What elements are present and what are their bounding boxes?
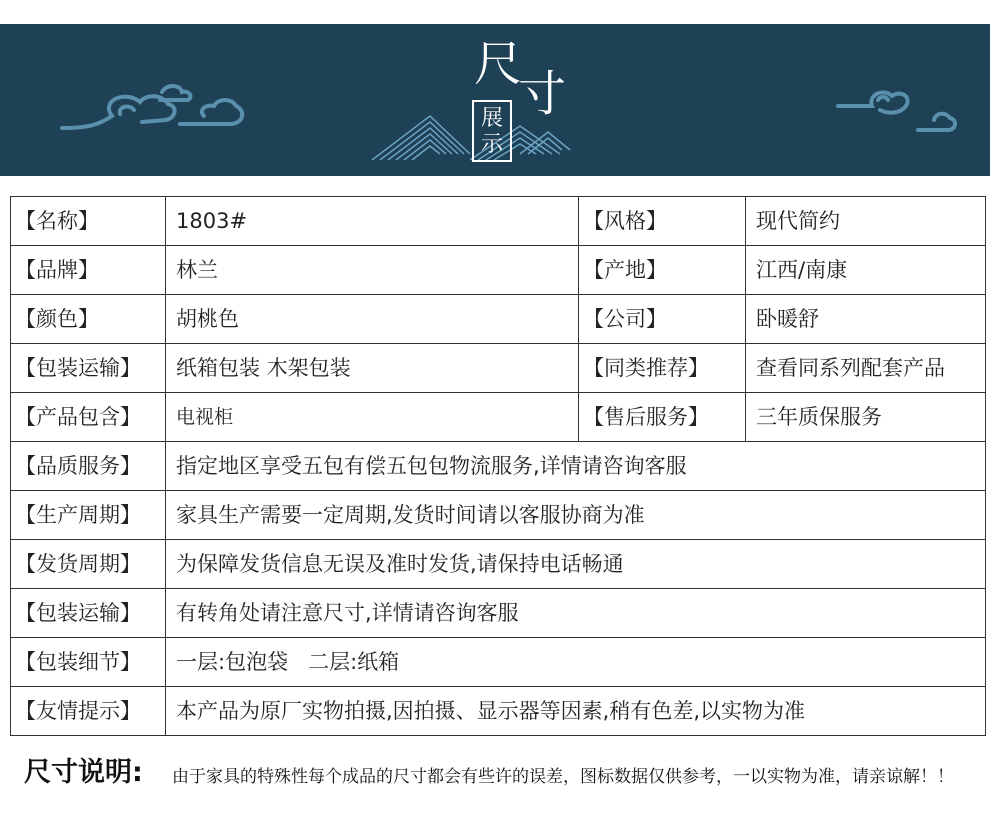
spec-table xyxy=(10,196,986,736)
table-row xyxy=(11,295,986,344)
row-label: 【品质服务】 xyxy=(11,442,166,491)
row-value: 查看同系列配套产品 xyxy=(746,344,986,393)
row-value: 卧暖舒 xyxy=(746,295,986,344)
row-label: 【包装细节】 xyxy=(11,638,166,687)
table-row xyxy=(11,246,986,295)
table-row xyxy=(11,393,986,442)
banner-subtitle-char-1: 展 xyxy=(480,106,503,131)
banner-subtitle-char-2: 示 xyxy=(480,132,503,157)
table-row xyxy=(11,687,986,736)
banner-title-char-1: 尺 xyxy=(474,36,523,92)
row-label: 【产品包含】 xyxy=(11,393,166,442)
row-label: 【友情提示】 xyxy=(11,687,166,736)
table-row xyxy=(11,638,986,687)
size-note-label: 尺寸说明: xyxy=(24,757,143,788)
table-row xyxy=(11,442,986,491)
row-label: 【品牌】 xyxy=(11,246,166,295)
row-value: 现代简约 xyxy=(746,197,986,246)
row-value: 三年质保服务 xyxy=(746,393,986,442)
banner-title xyxy=(470,36,580,166)
row-label: 【发货周期】 xyxy=(11,540,166,589)
table-row xyxy=(11,491,986,540)
row-label: 【颜色】 xyxy=(11,295,166,344)
row-value: 一层:包泡袋 二层:纸箱 xyxy=(166,638,986,687)
row-label: 【同类推荐】 xyxy=(579,344,746,393)
row-label: 【生产周期】 xyxy=(11,491,166,540)
row-label: 【公司】 xyxy=(579,295,746,344)
row-label: 【售后服务】 xyxy=(579,393,746,442)
row-value: 林兰 xyxy=(166,246,579,295)
banner-title-char-2: 寸 xyxy=(518,66,567,122)
size-note-text: 由于家具的特殊性每个成品的尺寸都会有些许的误差，图标数据仅供参考，一以实物为准，请亲谅解！！ xyxy=(172,767,954,787)
row-label: 【包装运输】 xyxy=(11,589,166,638)
header-banner xyxy=(0,24,990,176)
row-value: 1803# xyxy=(166,197,579,246)
table-row xyxy=(11,589,986,638)
row-value: 江西/南康 xyxy=(746,246,986,295)
row-label: 【风格】 xyxy=(579,197,746,246)
cloud-icon xyxy=(62,86,242,128)
row-value: 指定地区享受五包有偿五包包物流服务,详情请咨询客服 xyxy=(166,442,986,491)
row-label: 【包装运输】 xyxy=(11,344,166,393)
banner-subtitle-box xyxy=(472,100,512,162)
row-label: 【产地】 xyxy=(579,246,746,295)
row-value: 家具生产需要一定周期,发货时间请以客服协商为准 xyxy=(166,491,986,540)
row-value: 胡桃色 xyxy=(166,295,579,344)
cloud-icon xyxy=(838,92,955,130)
row-value: 电视柜 xyxy=(166,393,579,442)
row-label: 【名称】 xyxy=(11,197,166,246)
table-row xyxy=(11,344,986,393)
table-row xyxy=(11,540,986,589)
row-value: 本产品为原厂实物拍摄,因拍摄、显示器等因素,稍有色差,以实物为准 xyxy=(166,687,986,736)
row-value: 有转角处请注意尺寸,详情请咨询客服 xyxy=(166,589,986,638)
row-value: 为保障发货信息无误及准时发货,请保持电话畅通 xyxy=(166,540,986,589)
table-row xyxy=(11,197,986,246)
row-value: 纸箱包装 木架包装 xyxy=(166,344,579,393)
